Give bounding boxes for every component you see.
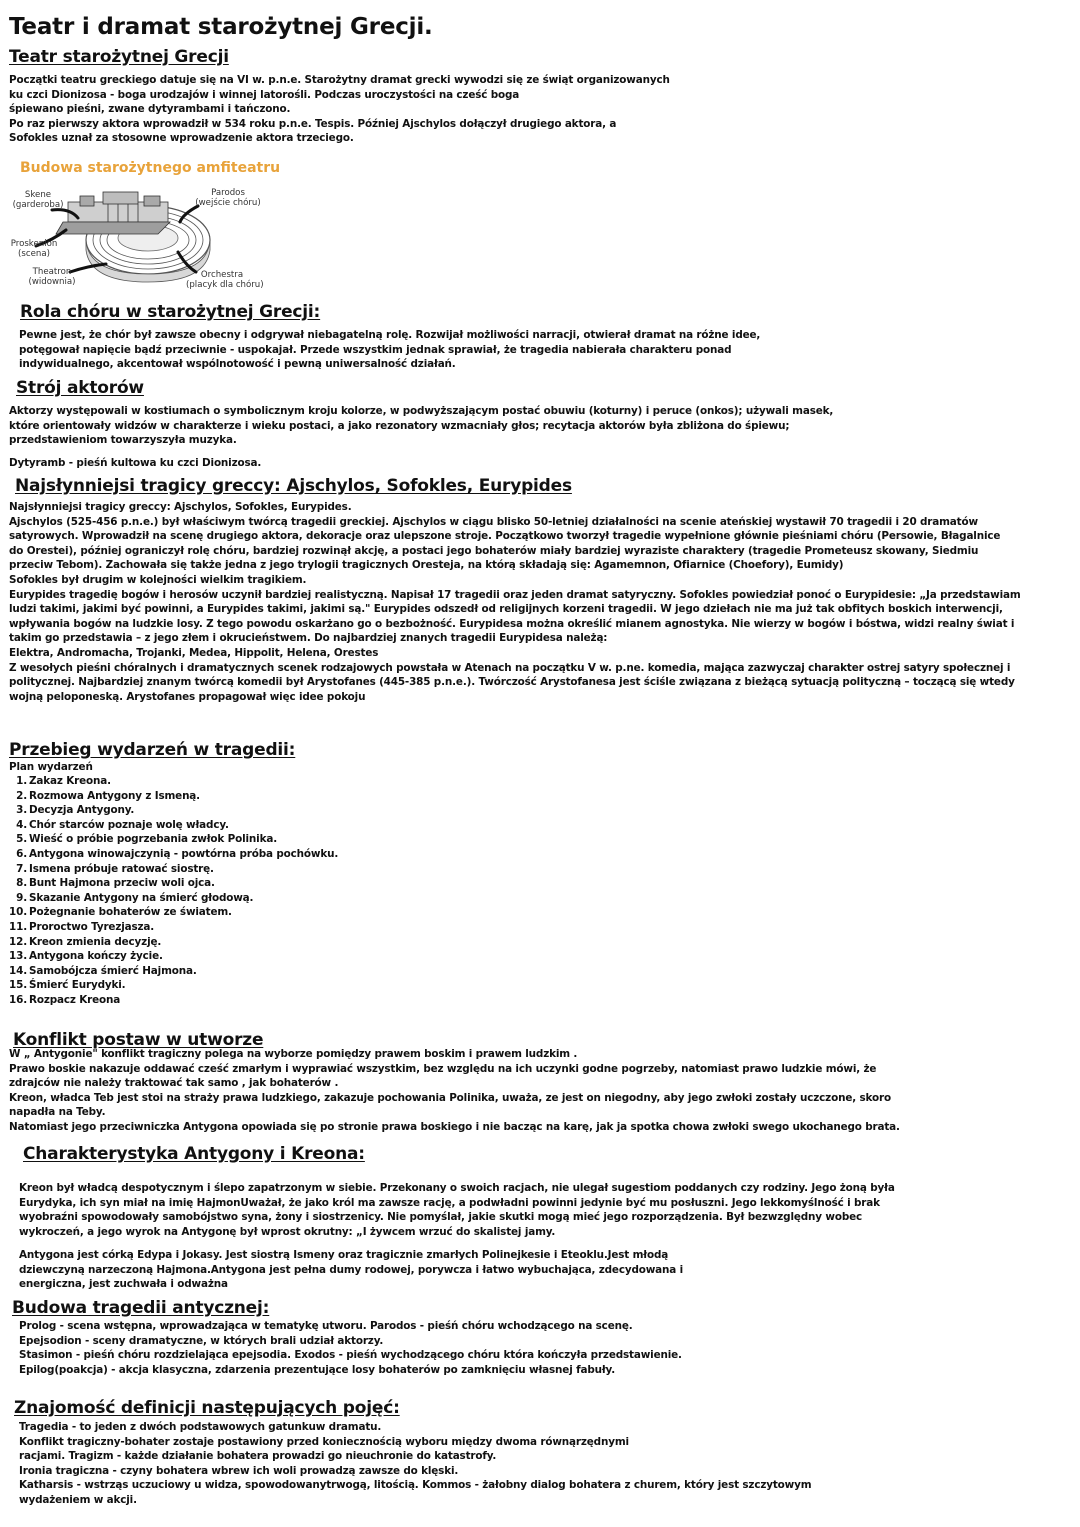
text-line: Epejsodion - sceny dramatyczne, w których brali udział aktorzy.	[19, 1334, 384, 1347]
label-parodos	[193, 188, 263, 208]
text-line: satyrowych. Wprowadził na scenę drugiego aktora, dekoracje oraz ulepszone stroje. Początkowo tworzył tragedie wypełnione głównie pieśniami chóru (Persowie, Błagalnice	[9, 530, 1001, 543]
text-line: potęgował napięcie bądź przeciwnie - uspokajał. Przede wszystkim jednak sprawiał, że tragedia nabierała charakteru ponad	[19, 343, 732, 356]
text-line: Natomiast jego przeciwniczka Antygona opowiada się po stronie prawa boskiego i nie bacząc na karę, jak ja spotka chowa zwłoki swego ukochanego brata.	[9, 1120, 900, 1133]
label-proskenion-desc: (scena)	[18, 249, 50, 259]
text-line: Tragedia - to jeden z dwóch podstawowych gatunkuw dramatu.	[19, 1421, 382, 1433]
proskenion-stage	[56, 222, 170, 234]
text-line: Z wesołych pieśni chóralnych i dramatycznych scenek rodzajowych powstała w Atenach na początku V w. p.ne. komedia, mająca zazwyczaj charakter ostrej satyry społecznej i	[9, 661, 1011, 674]
text-line: Sofokles uznał za stosowne wprowadzenie aktora trzeciego.	[9, 132, 354, 145]
list-item: 9. Skazanie Antygony na śmierć głodową.	[16, 891, 254, 904]
text-line: indywidualnego, akcentował wspólnotowość i pewną uniwersalność działań.	[19, 358, 456, 371]
section-text-chorus	[19, 328, 760, 372]
text-line: ku czci Dionizosa - boga urodzajów i winnej latorośli. Podczas uroczystości na cześć boga	[9, 88, 520, 101]
plan-list	[9, 774, 338, 1008]
text-line: energiczna, jest zuchwała i odważna	[19, 1278, 228, 1291]
text-line: takim go przedstawia – z jego złem i okrucieństwem. Do najbardziej znanych tragedii Eurypidesa należą:	[9, 632, 608, 645]
plan-subheading: Plan wydarzeń	[9, 761, 93, 773]
label-proskenion-name: Proskenion	[10, 239, 58, 249]
section-heading-chorus: Rola chóru w starożytnej Grecji:	[20, 302, 321, 322]
text-line: wyobraźni spowodowały samobójstwo syna, żony i siostrzenicy. Nie pomyślał, jakie skutki mogą mieć jego rozporządzenia. Był bezwzględny wobec	[19, 1211, 863, 1224]
text-line: Aktorzy występowali w kostiumach o symbolicznym kroju kolorze, w podwyższającym postać obuwiu (koturny) i peruce (onkos); używali masek,	[9, 405, 834, 417]
text-line: Prawo boskie nakazuje oddawać cześć zmarłym i wyprawiać wszystkim, bez względu na ich uczynki godne pogrzeby, natomiast prawo ludzkie mówi, że	[9, 1062, 877, 1075]
text-line: wpływania bogów na ludzkie losy. Z tego powodu oskarżano go o bezbożność. Eurypidesa można określić mianem agnostyka. Nie wierzy w bogów i bóstwa, widzi realny świat i	[9, 617, 1015, 630]
section-text-structure	[19, 1319, 682, 1377]
text-line: racjami. Tragizm - każde działanie bohatera prowadzi go nieuchronie do katastrofy.	[19, 1450, 497, 1463]
text-line: Sofokles był drugim w kolejności wielkim tragikiem.	[9, 573, 307, 586]
text-line: politycznej. Najbardziej znanym twórcą komedii był Arystofanes (445-385 p.n.e.). Twórczość Arystofanesa jest ściśle związana z bieżącą sytuacją polityczną – toczącą się wtedy	[9, 676, 1015, 689]
label-theatron-desc: (widownia)	[28, 277, 76, 287]
text-line: dziewczyną narzeczoną Hajmona.Antygona jest pełna dumy rodowej, porywcza i łatwo wybuchająca, zdecydowana i	[19, 1263, 684, 1276]
section-text-tragedians	[9, 500, 1021, 704]
section-text-definitions	[19, 1420, 811, 1508]
list-item: 5. Wieść o próbie pogrzebania zwłok Polinika.	[16, 833, 277, 846]
section-heading-characters: Charakterystyka Antygony i Kreona:	[23, 1144, 365, 1164]
label-skene-desc: (garderoba)	[12, 200, 64, 210]
list-item: 12. Kreon zmienia decyzję.	[9, 935, 162, 948]
section-heading-structure: Budowa tragedii antycznej:	[12, 1298, 270, 1318]
label-skene	[12, 190, 64, 210]
section-heading-events: Przebieg wydarzeń w tragedii:	[9, 740, 296, 760]
text-line: Kreon, władca Teb jest stoi na straży prawa ludzkiego, zakazuje pochowania Polinika, uważa, ze jest on niegodny, aby jego zwłoki zostały uczczone, skoro	[9, 1091, 891, 1104]
section-heading-tragedians: Najsłynniejsi tragicy greccy: Ajschylos, Sofokles, Eurypides	[15, 476, 572, 496]
list-item: 15. Śmierć Eurydyki.	[9, 979, 126, 992]
section-heading-costume: Strój aktorów	[16, 378, 144, 398]
label-skene-name: Skene	[24, 190, 52, 200]
section-text-costume	[9, 404, 833, 448]
section-heading-definitions: Znajomość definicji następujących pojęć:	[14, 1398, 400, 1418]
text-line: przedstawieniom towarzyszyła muzyka.	[9, 434, 237, 447]
text-line: zdrajców nie należy traktować tak samo , jak bohaterów .	[9, 1077, 339, 1090]
list-item: 11. Proroctwo Tyrezjasza.	[9, 920, 155, 933]
text-line: Początki teatru greckiego datuje się na VI w. p.n.e. Starożytny dramat grecki wywodzi się ze świąt organizowanych	[9, 74, 670, 86]
text-line: Antygona jest córką Edypa i Jokasy. Jest siostrą Ismeny oraz tragicznie zmarłych Polinejkesie i Eteoklu.Jest młodą	[19, 1249, 669, 1261]
label-orchestra-desc: (placyk dla chóru)	[186, 280, 264, 290]
text-line: przeciw Tebom). Zachowała się także jedna z jego trylogii tragicznych Oresteja, na którą składają się: Agamemnon, Ofiarnice (Choefory), Eumidy)	[9, 559, 844, 572]
section-heading-conflict: Konflikt postaw w utworze	[13, 1030, 264, 1050]
text-line: Po raz pierwszy aktora wprowadził w 534 roku p.n.e. Tespis. Później Ajschylos dołączył drugiego aktora, a	[9, 117, 617, 130]
list-item: 7. Ismena próbuje ratować siostrę.	[16, 862, 214, 875]
section-text-conflict	[9, 1047, 900, 1135]
text-line: śpiewano pieśni, zwane dytyrambami i tańczono.	[9, 103, 291, 116]
page-title: Teatr i dramat starożytnej Grecji.	[9, 14, 433, 40]
text-line: Prolog - scena wstępna, wprowadzająca w tematykę utworu. Parodos - pieśń chóru wchodzącego na scenę.	[19, 1320, 633, 1332]
label-theatron	[26, 267, 78, 287]
list-item: 14. Samobójcza śmierć Hajmona.	[9, 964, 197, 977]
text-line: Ironia tragiczna - czyny bohatera wbrew ich woli prowadzą zawsze do klęski.	[19, 1464, 459, 1477]
list-item: 6. Antygona winowajczynią - powtórna próba pochówku.	[16, 847, 339, 860]
diagram-caption: Budowa starożytnego amfiteatru	[20, 160, 281, 176]
list-item: 10. Pożegnanie bohaterów ze światem.	[9, 906, 232, 919]
list-item: 8. Bunt Hajmona przeciw woli ojca.	[16, 877, 215, 890]
text-line: wojną peloponeską. Arystofanes propagował więc idee pokoju	[9, 690, 366, 703]
text-line: Epilog(poakcja) - akcja klasyczna, zdarzenia prezentujące losy bohaterów po zamknięciu własnej fabuły.	[19, 1363, 616, 1376]
label-orchestra-name: Orchestra	[200, 270, 244, 280]
section-text-theatre	[9, 73, 670, 146]
text-line: Eurydyka, ich syn miał na imię HajmonUważał, że jako król ma zawsze rację, a podwładni powinni jedynie być mu posłuszni. Jego lekkomyślność i brak	[19, 1196, 880, 1209]
label-parodos-name: Parodos	[211, 188, 245, 198]
text-line: Najsłynniejsi tragicy greccy: Ajschylos, Sofokles, Eurypides.	[9, 501, 352, 513]
text-line: które orientowały widzów w charakterze i wieku postaci, a jako rezonatory wzmacniały głos; recytacja aktorów była zbliżona do śpiewu;	[9, 419, 790, 432]
character-kreon	[19, 1181, 895, 1239]
text-line: Konflikt tragiczny-bohater zostaje postawiony przed koniecznością wyboru między dwoma równąrzędnymi	[19, 1435, 629, 1448]
label-parodos-desc: (wejście chóru)	[195, 198, 261, 208]
text-line: Elektra, Andromacha, Trojanki, Medea, Hippolit, Helena, Orestes	[9, 646, 379, 659]
list-item: 3. Decyzja Antygony.	[16, 804, 135, 817]
list-item: 1. Zakaz Kreona.	[16, 775, 111, 787]
list-item: 4. Chór starców poznaje wolę władcy.	[16, 818, 229, 831]
text-line: ludzi takimi, jakimi być powinni, a Eurypides takimi, jakimi są." Eurypides odszedł od religijnych korzeni tragedii. W jego dziełach nie ma już tak obfitych boskich interwencji,	[9, 603, 1003, 616]
text-line: Ajschylos (525-456 p.n.e.) był właściwym twórcą tragedii greckiej. Ajschylos w ciągu blisko 50-letniej działalności na scenie ateńskiej wystawił 70 tragedii i 20 dramatów	[9, 515, 978, 528]
label-orchestra	[186, 270, 264, 290]
text-line: wykroczeń, a jego wyrok na Antygonę był wprost okrutny: „I żywcem wrzuć do skalistej jamy.	[19, 1225, 556, 1238]
label-proskenion	[9, 239, 59, 259]
text-line: napadła na Teby.	[9, 1106, 106, 1119]
label-theatron-name: Theatron	[32, 267, 72, 277]
text-line: Pewne jest, że chór był zawsze obecny i odgrywał niebagatelną rolę. Rozwijał możliwości narracji, otwierał dramat na różne idee,	[19, 329, 761, 341]
list-item: 2. Rozmowa Antygony z Ismeną.	[16, 789, 200, 802]
skene-building	[68, 192, 168, 222]
text-line: do Orestei), później ograniczył rolę chóru, bardziej rozwinął akcję, a postaci jego bohaterów miały bardziej wyraziste charaktery (tragedie Prometeusz skowany, Siedmiu	[9, 544, 979, 557]
dithyramb-note: Dytyramb - pieśń kultowa ku czci Dionizosa.	[9, 457, 262, 469]
list-item: 13. Antygona kończy życie.	[9, 950, 163, 963]
character-antigone	[19, 1248, 683, 1292]
text-line: W „ Antygonie" konflikt tragiczny polega na wyborze pomiędzy prawem boskim i prawem ludzkim .	[9, 1048, 578, 1060]
text-line: Eurypides tragedię bogów i herosów uczynił bardziej realistyczną. Napisał 17 tragedii oraz jeden dramat satyryczny. Sofokles powiedział ponoć o Eurypidesie: „Ja przedstawiam	[9, 588, 1021, 601]
text-line: Kreon był władcą despotycznym i ślepo zapatrzonym w siebie. Przekonany o swoich racjach, nie ulegał sugestiom poddanych czy rodziny. Jego żoną była	[19, 1182, 895, 1194]
text-line: Stasimon - pieśń chóru rozdzielająca epejsodia. Exodos - pieśń wychodzącego chóru która kończyła przedstawienie.	[19, 1349, 682, 1362]
text-line: wydażeniem w akcji.	[19, 1493, 137, 1506]
text-line: Katharsis - wstrząs uczuciowy u widza, spowodowanytrwogą, litością. Kommos - żałobny dialog bohatera z churem, który jest szczytowym	[19, 1479, 812, 1492]
section-heading-theatre: Teatr starożytnej Grecji	[9, 47, 229, 67]
list-item: 16. Rozpacz Kreona	[9, 993, 121, 1006]
